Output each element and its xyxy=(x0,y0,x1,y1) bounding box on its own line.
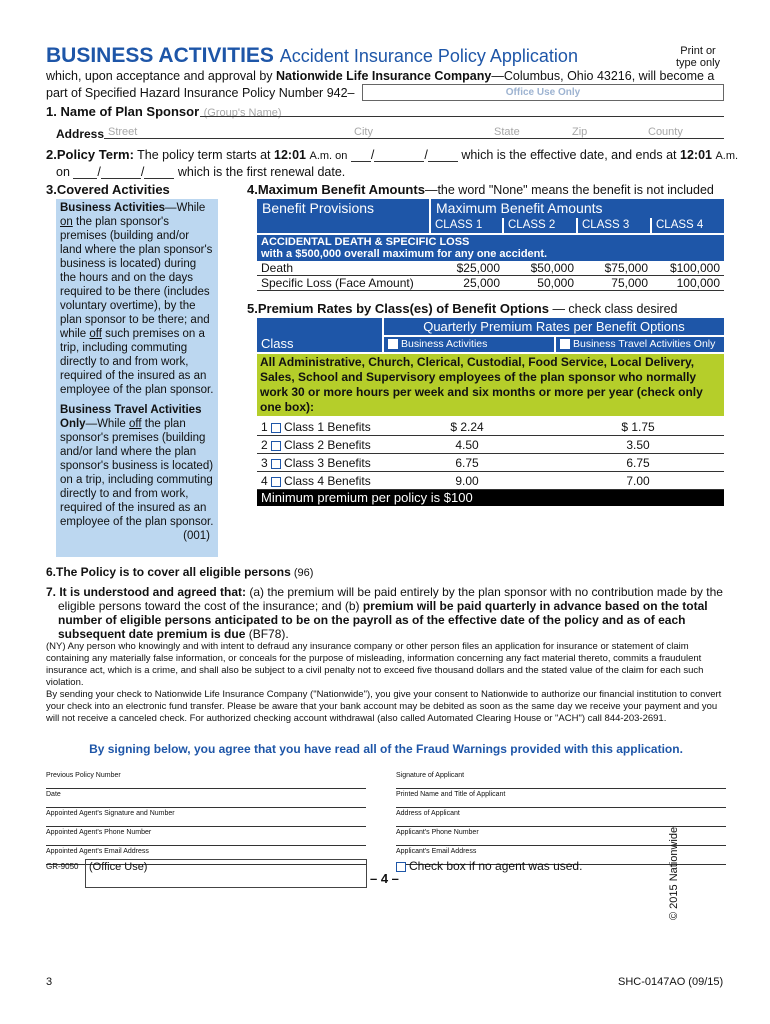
office-use-box[interactable]: (Office Use) xyxy=(85,859,367,888)
class-2-checkbox[interactable] xyxy=(271,441,281,451)
fraud-warning: (NY) Any person who knowingly and with intent to defraud any insurance company or other person files an application for insurance or statement of claim containing any materially false information, or conceals for the purpose of misleading, information concerning any fact material thereto, commits a fraudulent insurance act, which is a crime, and shall also be subject to a civil penalty not to exceed five thousand dollars and the stated value of the claim for each such violation. xyxy=(46,641,704,688)
business-travel-checkbox[interactable] xyxy=(560,339,570,349)
agent-signature-field[interactable]: Appointed Agent's Signature and Number xyxy=(46,808,366,827)
eligibility-text: All Administrative, Church, Clerical, Custodial, Food Service, Local Delivery, Sales, School and Supervisory employees of the plan sponsor who normally work 30 or more hours per week and six months or more per year (check only one box): xyxy=(257,354,724,416)
date-field[interactable]: Date xyxy=(46,789,366,808)
page-title: BUSINESS ACTIVITIES Accident Insurance Policy Application xyxy=(46,44,578,67)
section-6: 6.The Policy is to cover all eligible persons (96) xyxy=(46,565,314,579)
class-3-header: CLASS 3 xyxy=(576,218,650,233)
start-day-field[interactable] xyxy=(374,149,424,162)
start-year-field[interactable] xyxy=(428,149,458,162)
address-row: Address xyxy=(56,127,105,141)
agent-email-field[interactable]: Appointed Agent's Email Address xyxy=(46,846,366,865)
print-note: Print or type only xyxy=(675,45,721,69)
business-activities-text: Business Activities—While on the plan sponsor's premises (building and/or land where the plan sponsor's business is located) during the hours and on the days required to be there (includes voluntary overtime), by the plan sponsor to be there; and while off such premises on a trip, including commuting directly to and from work, required of the insured as an employee of the plan sponsor. xyxy=(60,202,214,396)
zip-hint: Zip xyxy=(572,126,588,138)
col-max-benefit: Maximum Benefit Amounts xyxy=(429,199,724,218)
plan-sponsor-row: 1. Name of Plan Sponsor (Group's Name) xyxy=(46,104,282,119)
city-hint: City xyxy=(354,126,373,138)
premium-table xyxy=(257,318,724,506)
intro-line-2: part of Specified Hazard Insurance Policy Number 942– xyxy=(46,86,355,100)
class-1-checkbox[interactable] xyxy=(271,423,281,433)
table-row: Specific Loss (Face Amount) 25,000 50,000 75,000 100,000 xyxy=(257,276,724,291)
agent-phone-field[interactable]: Appointed Agent's Phone Number xyxy=(46,827,366,846)
benefit-table xyxy=(257,199,724,291)
start-month-field[interactable] xyxy=(351,149,371,162)
class-2-header: CLASS 2 xyxy=(502,218,576,233)
renewal-month-field[interactable] xyxy=(73,166,97,179)
max-benefit-heading: 4.Maximum Benefit Amounts—the word "None" means the benefit is not included xyxy=(247,182,714,197)
document-id: SHC-0147AO (09/15) xyxy=(618,976,724,988)
table-row: 1 Class 1 Benefits $ 2.24 $ 1.75 xyxy=(257,418,724,436)
class-4-checkbox[interactable] xyxy=(271,477,281,487)
signing-notice: By signing below, you agree that you have read all of the Fraud Warnings provided with this application. xyxy=(89,742,683,756)
business-activities-checkbox[interactable] xyxy=(388,339,398,349)
street-hint: Street xyxy=(108,126,138,138)
class-4-header: CLASS 4 xyxy=(650,218,724,233)
table-row: 3 Class 3 Benefits 6.75 6.75 xyxy=(257,454,724,472)
applicant-name-field[interactable]: Printed Name and Title of Applicant xyxy=(396,789,726,808)
sheet-number: 3 xyxy=(46,976,53,988)
applicant-address-field[interactable]: Address of Applicant xyxy=(396,808,726,827)
premium-heading: 5.Premium Rates by Class(es) of Benefit Options — check class desired xyxy=(247,301,678,316)
table-row: 2 Class 2 Benefits 4.50 3.50 xyxy=(257,436,724,454)
col-business-travel[interactable]: Business Travel Activities Only xyxy=(554,337,724,352)
no-agent-row: Check box if no agent was used. xyxy=(396,859,582,873)
applicant-signature-field[interactable]: Signature of Applicant xyxy=(396,770,726,789)
renewal-year-field[interactable] xyxy=(144,166,174,179)
class-3-checkbox[interactable] xyxy=(271,459,281,469)
policy-term-line-2: on / / which is the first renewal date. xyxy=(56,165,346,179)
col-business-activities[interactable]: Business Activities xyxy=(384,337,554,352)
applicant-email-field[interactable]: Applicant's Email Address xyxy=(396,846,726,865)
policy-term-line-1: 2.Policy Term: The policy term starts at 12:01 A.m. on / / which is the effective date, and ends at 12:01 A.m. xyxy=(46,147,739,162)
benefit-section-header: ACCIDENTAL DEATH & SPECIFIC LOSS with a $500,000 overall maximum for any one accident. xyxy=(257,235,724,261)
renewal-day-field[interactable] xyxy=(101,166,141,179)
left-signature-block xyxy=(46,770,366,865)
covered-activities-box xyxy=(56,199,218,557)
applicant-phone-field[interactable]: Applicant's Phone Number xyxy=(396,827,726,846)
covered-activities-heading: 3.Covered Activities xyxy=(46,182,170,197)
table-row: Death $25,000 $50,000 $75,000 $100,000 xyxy=(257,261,724,276)
table-row: 4 Class 4 Benefits 9.00 7.00 xyxy=(257,472,724,490)
class-1-header: CLASS 1 xyxy=(429,218,502,233)
address-field[interactable] xyxy=(104,138,724,139)
business-travel-text: Business Travel Activities Only—While off the plan sponsor's premises (building and/or land where the plan sponsor's business is located) on a trip, including commuting directly to and from work, required of the insured as an employee of the plan sponsor. (001) xyxy=(60,404,214,542)
col-class: Class xyxy=(257,318,382,352)
col-benefit-provisions: Benefit Provisions xyxy=(262,200,375,216)
minimum-premium: Minimum premium per policy is $100 xyxy=(257,490,724,506)
quarterly-rates-header: Quarterly Premium Rates per Benefit Options xyxy=(384,318,724,335)
section-7: 7. It is understood and agreed that: (a) the premium will be paid entirely by the plan sponsor with no contribution made by the eligible persons toward the cost of the insurance; and (b) premium will be paid quarterly in advance based on the total number of eligible persons anticipated to be on the payroll as of the effective date of the policy and as of each subsequent date premium is due (BF78). xyxy=(46,585,723,641)
ach-notice: By sending your check to Nationwide Life Insurance Company ("Nationwide"), you give your consent to Nationwide to authorize our financial institution to convert your check into an electronic fund transfer. Please be aware that your bank account may be debited as soon as the same day we receive your payment and you will not receive a canceled check. For authorized checking account withdrawal (also called Automated Clearing House or "ACH") call 844-203-2691. xyxy=(46,689,722,724)
plan-sponsor-field[interactable] xyxy=(200,116,724,117)
form-code: GR-9050 xyxy=(46,862,79,871)
county-hint: County xyxy=(648,126,683,138)
intro-line-1: which, upon acceptance and approval by Nationwide Life Insurance Company—Columbus, Ohio 43216, will become a xyxy=(46,69,715,83)
page-number: – 4 – xyxy=(370,871,399,886)
state-hint: State xyxy=(494,126,520,138)
copyright: © 2015 Nationwide xyxy=(668,826,680,920)
previous-policy-field[interactable]: Previous Policy Number xyxy=(46,770,366,789)
policy-number-field[interactable]: Office Use Only xyxy=(362,84,724,101)
